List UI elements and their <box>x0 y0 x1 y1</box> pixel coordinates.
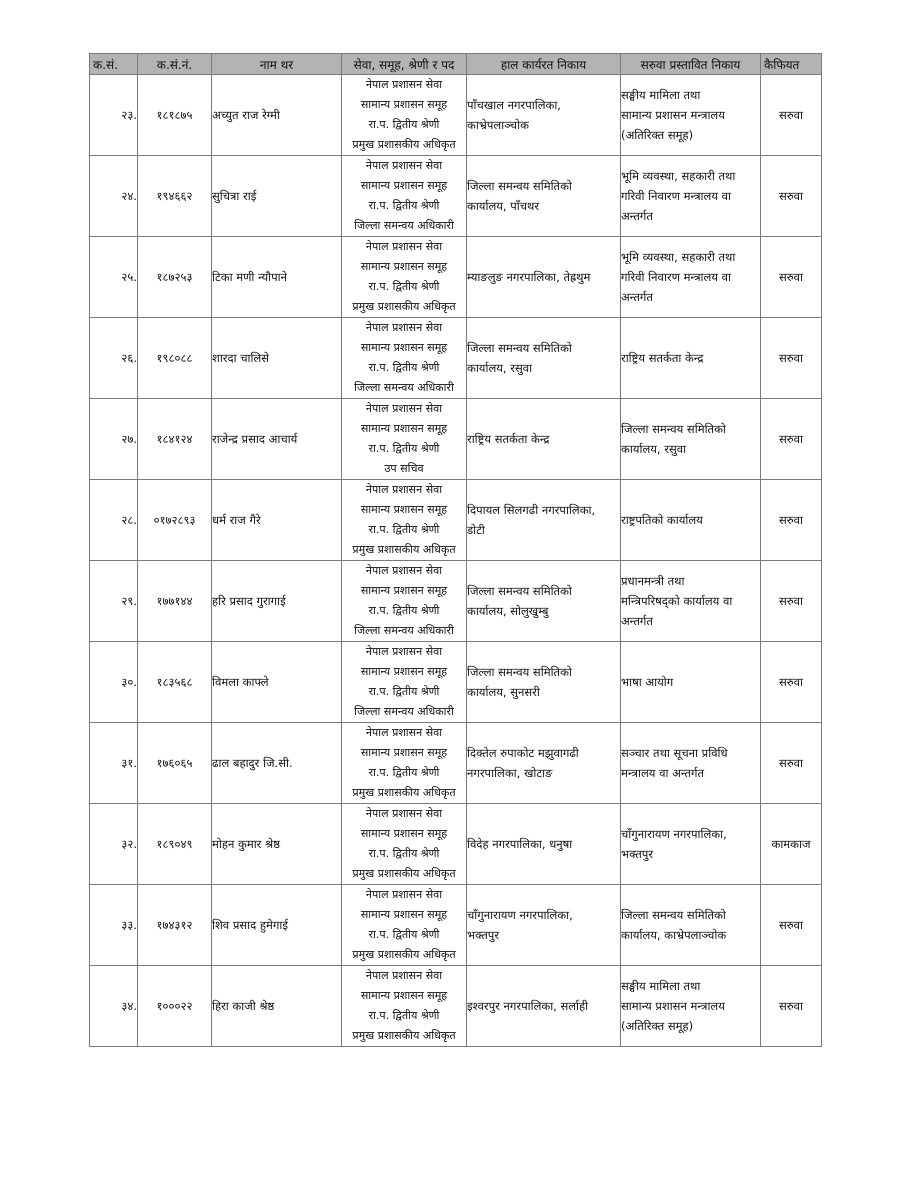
serial-number: ३०. <box>90 642 138 723</box>
employee-name: हिरा काजी श्रेष्ठ <box>212 966 342 1047</box>
service-line: नेपाल प्रशासन सेवा <box>365 807 443 820</box>
service-line: सामान्य प्रशासन समूह <box>360 503 448 516</box>
service-line: नेपाल प्रशासन सेवा <box>365 159 443 172</box>
proposed-office-line: अन्तर्गत <box>621 290 653 304</box>
current-office-line: दिक्तेल रुपाकोट मझुवागढी <box>467 746 579 760</box>
service-line: प्रमुख प्रशासकीय अधिकृत <box>352 867 456 880</box>
proposed-office-line: जिल्ला समन्वय समितिको <box>621 422 726 436</box>
service-line: प्रमुख प्रशासकीय अधिकृत <box>352 300 456 313</box>
employee-name: शिव प्रसाद हुमेगाई <box>212 885 342 966</box>
service-line: रा.प. द्वितीय श्रेणी <box>368 442 440 455</box>
serial-number: ३४. <box>90 966 138 1047</box>
current-office-cell <box>467 723 621 804</box>
service-line: जिल्ला समन्वय अधिकारी <box>354 705 454 718</box>
service-line: रा.प. द्वितीय श्रेणी <box>368 361 440 374</box>
service-cell <box>342 966 467 1047</box>
service-line: नेपाल प्रशासन सेवा <box>365 564 443 577</box>
table-row <box>90 318 822 399</box>
service-line: जिल्ला समन्वय अधिकारी <box>354 624 454 637</box>
service-line: रा.प. द्वितीय श्रेणी <box>368 685 440 698</box>
employee-name: धर्म राज गैरे <box>212 480 342 561</box>
current-office-line: कार्यालय, पाँचथर <box>467 199 540 213</box>
proposed-office-cell <box>621 966 761 1047</box>
transfer-table <box>89 53 822 1047</box>
service-line: सामान्य प्रशासन समूह <box>360 584 448 597</box>
current-office-line: दिपायल सिलगढी नगरपालिका, <box>467 503 596 517</box>
table-row <box>90 966 822 1047</box>
service-cell <box>342 480 467 561</box>
header-current-office: हाल कार्यरत निकाय <box>467 54 621 75</box>
current-office-cell <box>467 966 621 1047</box>
employee-code: १८९०४९ <box>138 804 212 885</box>
service-line: सामान्य प्रशासन समूह <box>360 260 448 273</box>
current-office-cell <box>467 804 621 885</box>
remark: सरुवा <box>761 966 822 1047</box>
service-line: जिल्ला समन्वय अधिकारी <box>354 381 454 394</box>
service-line: नेपाल प्रशासन सेवा <box>365 402 443 415</box>
remark: सरुवा <box>761 237 822 318</box>
employee-name: शारदा चालिसे <box>212 318 342 399</box>
service-cell <box>342 723 467 804</box>
service-line: नेपाल प्रशासन सेवा <box>365 726 443 739</box>
current-office-line: कार्यालय, रसुवा <box>467 361 533 375</box>
proposed-office-line: (अतिरिक्त समूह) <box>621 1019 694 1033</box>
proposed-office-line: मन्त्रिपरिषद्को कार्यालय वा <box>621 594 733 608</box>
service-line: सामान्य प्रशासन समूह <box>360 422 448 435</box>
proposed-office-cell <box>621 156 761 237</box>
proposed-office-line: भाषा आयोग <box>621 675 674 689</box>
remark: सरुवा <box>761 75 822 156</box>
service-line: नेपाल प्रशासन सेवा <box>365 78 443 91</box>
current-office-line: कार्यालय, सोलुखुम्बु <box>467 604 549 618</box>
current-office-cell <box>467 480 621 561</box>
current-office-cell <box>467 75 621 156</box>
service-line: रा.प. द्वितीय श्रेणी <box>368 1009 440 1022</box>
service-line: नेपाल प्रशासन सेवा <box>365 240 443 253</box>
current-office-line: काभ्रेपलाञ्चोक <box>467 118 529 132</box>
employee-name: राजेन्द्र प्रसाद आचार्य <box>212 399 342 480</box>
employee-code: १७६०६५ <box>138 723 212 804</box>
proposed-office-line: भूमि व्यवस्था, सहकारी तथा <box>621 169 736 183</box>
service-line: सामान्य प्रशासन समूह <box>360 908 448 921</box>
proposed-office-line: कार्यालय, रसुवा <box>621 442 687 456</box>
employee-code: ०१७२८९३ <box>138 480 212 561</box>
service-line: सामान्य प्रशासन समूह <box>360 746 448 759</box>
employee-code: १८७२५३ <box>138 237 212 318</box>
table-row <box>90 75 822 156</box>
current-office-line: जिल्ला समन्वय समितिको <box>467 341 572 355</box>
proposed-office-line: राष्ट्रपतिको कार्यालय <box>621 513 703 527</box>
employee-code: १८३५६८ <box>138 642 212 723</box>
remark: सरुवा <box>761 480 822 561</box>
service-line: प्रमुख प्रशासकीय अधिकृत <box>352 138 456 151</box>
remark: सरुवा <box>761 561 822 642</box>
service-cell <box>342 561 467 642</box>
current-office-line: कार्यालय, सुनसरी <box>467 685 540 699</box>
proposed-office-line: सङ्घीय मामिला तथा <box>621 979 701 993</box>
service-line: रा.प. द्वितीय श्रेणी <box>368 928 440 941</box>
current-office-cell <box>467 156 621 237</box>
proposed-office-cell <box>621 318 761 399</box>
proposed-office-line: मन्त्रालय वा अन्तर्गत <box>621 766 705 780</box>
employee-code: १७७१४४ <box>138 561 212 642</box>
serial-number: २४. <box>90 156 138 237</box>
service-cell <box>342 75 467 156</box>
table-row <box>90 237 822 318</box>
proposed-office-cell <box>621 642 761 723</box>
service-line: सामान्य प्रशासन समूह <box>360 989 448 1002</box>
proposed-office-line: गरिवी निवारण मन्त्रालय वा <box>621 189 732 203</box>
table-row <box>90 642 822 723</box>
table-row <box>90 561 822 642</box>
proposed-office-line: जिल्ला समन्वय समितिको <box>621 908 726 922</box>
proposed-office-cell <box>621 480 761 561</box>
remark: सरुवा <box>761 399 822 480</box>
proposed-office-line: सङ्घीय मामिला तथा <box>621 88 701 102</box>
serial-number: ३१. <box>90 723 138 804</box>
service-cell <box>342 885 467 966</box>
header-service: सेवा, समूह, श्रेणी र पद <box>342 54 467 75</box>
serial-number: २३. <box>90 75 138 156</box>
proposed-office-cell <box>621 75 761 156</box>
serial-number: २५. <box>90 237 138 318</box>
proposed-office-cell <box>621 237 761 318</box>
current-office-line: नगरपालिका, खोटाङ <box>467 766 553 780</box>
employee-code: १०००२२ <box>138 966 212 1047</box>
remark: सरुवा <box>761 318 822 399</box>
proposed-office-line: भूमि व्यवस्था, सहकारी तथा <box>621 250 736 264</box>
proposed-office-line: अन्तर्गत <box>621 614 653 628</box>
employee-code: १८४१२४ <box>138 399 212 480</box>
proposed-office-line: (अतिरिक्त समूह) <box>621 128 694 142</box>
serial-number: २९. <box>90 561 138 642</box>
service-line: सामान्य प्रशासन समूह <box>360 827 448 840</box>
table-body <box>90 75 822 1047</box>
proposed-office-cell <box>621 561 761 642</box>
service-line: रा.प. द्वितीय श्रेणी <box>368 604 440 617</box>
current-office-cell <box>467 237 621 318</box>
proposed-office-line: चाँगुनारायण नगरपालिका, <box>621 827 727 841</box>
proposed-office-line: सञ्चार तथा सूचना प्रविधि <box>621 746 728 760</box>
proposed-office-line: सामान्य प्रशासन मन्त्रालय <box>621 108 725 122</box>
current-office-cell <box>467 399 621 480</box>
serial-number: २७. <box>90 399 138 480</box>
table-row <box>90 156 822 237</box>
service-line: रा.प. द्वितीय श्रेणी <box>368 847 440 860</box>
current-office-line: इश्वरपुर नगरपालिका, सर्लाही <box>467 999 589 1013</box>
proposed-office-cell <box>621 399 761 480</box>
service-cell <box>342 642 467 723</box>
proposed-office-line: सामान्य प्रशासन मन्त्रालय <box>621 999 725 1013</box>
remark: सरुवा <box>761 156 822 237</box>
header-proposed-office: सरुवा प्रस्तावित निकाय <box>621 54 761 75</box>
header-code: क.सं.नं. <box>138 54 212 75</box>
table-row <box>90 723 822 804</box>
proposed-office-line: अन्तर्गत <box>621 209 653 223</box>
current-office-cell <box>467 561 621 642</box>
remark: सरुवा <box>761 885 822 966</box>
service-line: नेपाल प्रशासन सेवा <box>365 321 443 334</box>
service-line: प्रमुख प्रशासकीय अधिकृत <box>352 543 456 556</box>
employee-name: हरि प्रसाद गुरागाई <box>212 561 342 642</box>
current-office-line: जिल्ला समन्वय समितिको <box>467 584 572 598</box>
header-row <box>90 54 822 75</box>
current-office-line: पाँचखाल नगरपालिका, <box>467 98 561 112</box>
service-cell <box>342 318 467 399</box>
service-line: प्रमुख प्रशासकीय अधिकृत <box>352 948 456 961</box>
proposed-office-cell <box>621 723 761 804</box>
serial-number: ३३. <box>90 885 138 966</box>
proposed-office-line: कार्यालय, काभ्रेपलाञ्चोक <box>621 928 727 942</box>
table-row <box>90 804 822 885</box>
current-office-line: जिल्ला समन्वय समितिको <box>467 179 572 193</box>
proposed-office-line: गरिवी निवारण मन्त्रालय वा <box>621 270 732 284</box>
proposed-office-cell <box>621 885 761 966</box>
current-office-line: म्याङलुङ नगरपालिका, तेह्रथुम <box>467 270 591 284</box>
employee-name: विमला काफ्ले <box>212 642 342 723</box>
current-office-cell <box>467 885 621 966</box>
current-office-line: चाँगुनारायण नगरपालिका, <box>467 908 573 922</box>
serial-number: २८. <box>90 480 138 561</box>
service-line: प्रमुख प्रशासकीय अधिकृत <box>352 786 456 799</box>
current-office-line: भक्तपुर <box>467 928 500 942</box>
employee-name: टिका मणी न्यौपाने <box>212 237 342 318</box>
service-cell <box>342 156 467 237</box>
header-name: नाम थर <box>212 54 342 75</box>
remark: सरुवा <box>761 723 822 804</box>
service-line: नेपाल प्रशासन सेवा <box>365 888 443 901</box>
employee-name: अच्युत राज रेग्मी <box>212 75 342 156</box>
proposed-office-line: भक्तपुर <box>621 847 654 861</box>
current-office-line: राष्ट्रिय सतर्कता केन्द्र <box>467 432 550 446</box>
service-line: जिल्ला समन्वय अधिकारी <box>354 219 454 232</box>
employee-name: मोहन कुमार श्रेष्ठ <box>212 804 342 885</box>
service-line: रा.प. द्वितीय श्रेणी <box>368 766 440 779</box>
employee-name: सुचित्रा राई <box>212 156 342 237</box>
current-office-line: जिल्ला समन्वय समितिको <box>467 665 572 679</box>
remark: सरुवा <box>761 642 822 723</box>
table-row <box>90 480 822 561</box>
service-line: सामान्य प्रशासन समूह <box>360 179 448 192</box>
service-line: नेपाल प्रशासन सेवा <box>365 969 443 982</box>
current-office-line: विदेह नगरपालिका, धनुषा <box>467 837 573 851</box>
service-cell <box>342 804 467 885</box>
service-line: नेपाल प्रशासन सेवा <box>365 483 443 496</box>
employee-code: १९८०८८ <box>138 318 212 399</box>
service-line: उप सचिव <box>384 462 424 475</box>
employee-name: ढाल बहादुर जि.सी. <box>212 723 342 804</box>
current-office-line: डोटी <box>467 523 485 537</box>
service-line: सामान्य प्रशासन समूह <box>360 341 448 354</box>
proposed-office-line: प्रधानमन्त्री तथा <box>621 574 685 588</box>
service-line: नेपाल प्रशासन सेवा <box>365 645 443 658</box>
current-office-cell <box>467 318 621 399</box>
service-cell <box>342 399 467 480</box>
header-remark: कैफियत <box>761 54 822 75</box>
service-line: रा.प. द्वितीय श्रेणी <box>368 199 440 212</box>
remark: कामकाज <box>761 804 822 885</box>
service-line: रा.प. द्वितीय श्रेणी <box>368 118 440 131</box>
serial-number: ३२. <box>90 804 138 885</box>
proposed-office-cell <box>621 804 761 885</box>
serial-number: २६. <box>90 318 138 399</box>
employee-code: १७४३१२ <box>138 885 212 966</box>
proposed-office-line: राष्ट्रिय सतर्कता केन्द्र <box>621 351 704 365</box>
service-line: सामान्य प्रशासन समूह <box>360 98 448 111</box>
header-serial: क.सं. <box>90 54 138 75</box>
service-cell <box>342 237 467 318</box>
employee-code: १९४६६२ <box>138 156 212 237</box>
service-line: रा.प. द्वितीय श्रेणी <box>368 523 440 536</box>
service-line: प्रमुख प्रशासकीय अधिकृत <box>352 1029 456 1042</box>
current-office-cell <box>467 642 621 723</box>
table-row <box>90 399 822 480</box>
service-line: रा.प. द्वितीय श्रेणी <box>368 280 440 293</box>
service-line: सामान्य प्रशासन समूह <box>360 665 448 678</box>
employee-code: १८१८७५ <box>138 75 212 156</box>
table-row <box>90 885 822 966</box>
